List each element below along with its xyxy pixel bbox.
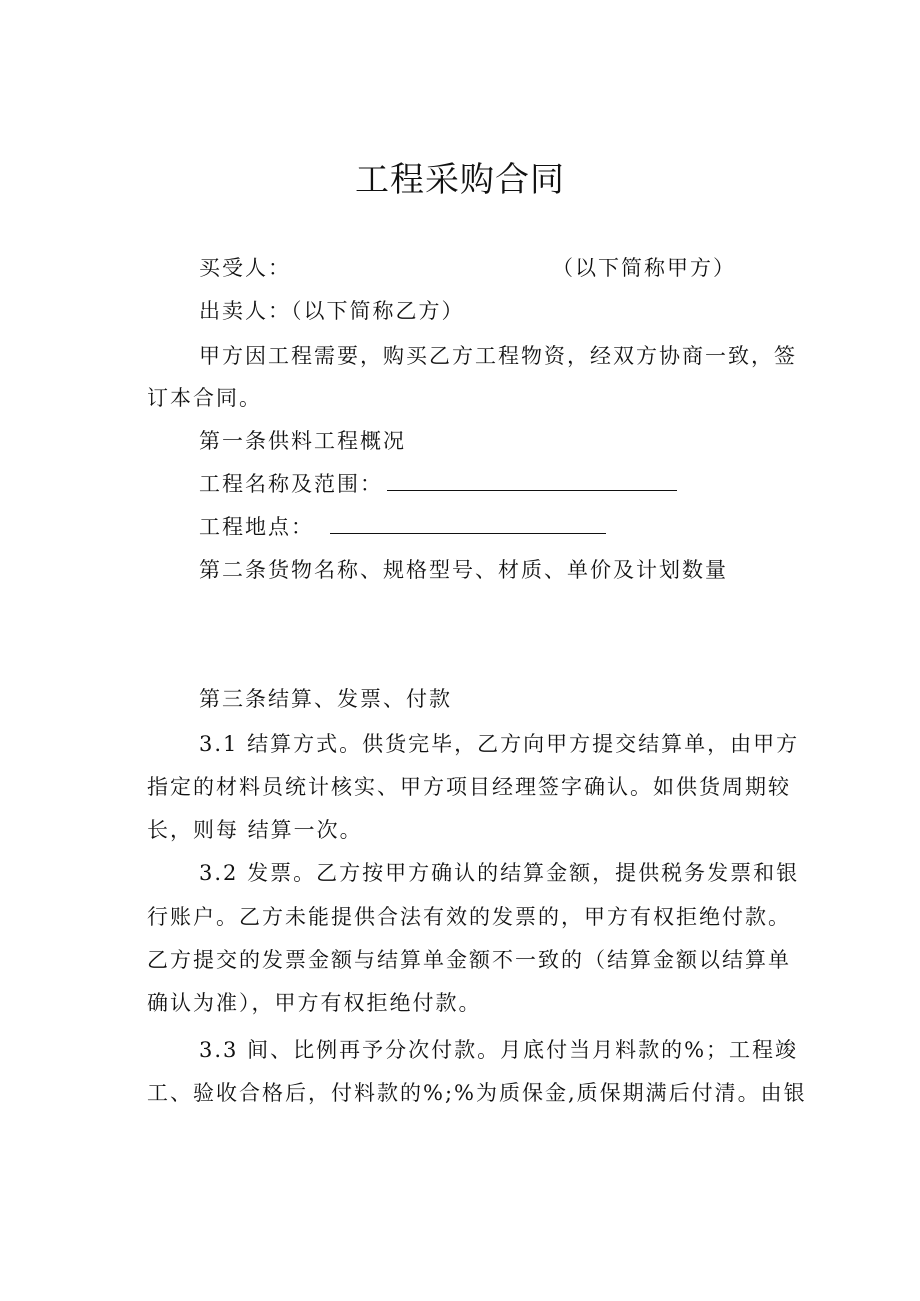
section-3-3-line-1: 3.3 间、比例再予分次付款。月底付当月料款的%；工程竣 bbox=[199, 1038, 799, 1062]
section-3-2-line-4: 确认为准），甲方有权拒绝付款。 bbox=[147, 991, 482, 1015]
section-3-1-line-1: 3.1 结算方式。供货完毕，乙方向甲方提交结算单，由甲方 bbox=[199, 732, 800, 756]
section-3-2-line-3: 乙方提交的发票金额与结算单金额不一致的（结算金额以结算单 bbox=[147, 948, 791, 972]
buyer-line bbox=[199, 253, 291, 283]
section-3-2-line-1: 3.2 发票。乙方按甲方确认的结算金额，提供税务发票和银 bbox=[199, 861, 800, 885]
project-name-label: 工程名称及范围： bbox=[199, 472, 383, 496]
article-3-heading: 第三条结算、发票、付款 bbox=[199, 687, 452, 711]
project-location-label: 工程地点： bbox=[199, 515, 314, 539]
project-name-blank bbox=[387, 472, 677, 491]
seller-line: 出卖人：（以下简称乙方） bbox=[199, 299, 465, 323]
section-3-1-line-3: 长，则每 结算一次。 bbox=[147, 818, 363, 842]
intro-line-2: 订本合同。 bbox=[147, 386, 262, 410]
project-location-blank bbox=[330, 515, 606, 534]
article-1-heading: 第一条供料工程概况 bbox=[199, 429, 406, 453]
project-name-line bbox=[199, 469, 677, 499]
project-location-line bbox=[199, 512, 606, 542]
buyer-label: 买受人： bbox=[199, 256, 291, 280]
section-3-1-line-2: 指定的材料员统计核实、甲方项目经理签字确认。如供货周期较 bbox=[147, 775, 791, 799]
intro-line-1: 甲方因工程需要，购买乙方工程物资，经双方协商一致，签 bbox=[199, 344, 797, 368]
section-3-3-line-2: 工、验收合格后，付料款的%;%为质保金,质保期满后付清。由银 bbox=[147, 1081, 807, 1105]
article-2-heading: 第二条货物名称、规格型号、材质、单价及计划数量 bbox=[199, 558, 728, 582]
document-title: 工程采购合同 bbox=[355, 160, 565, 200]
buyer-suffix: （以下简称甲方） bbox=[552, 256, 736, 280]
section-3-2-line-2: 行账户。乙方未能提供合法有效的发票的，甲方有权拒绝付款。 bbox=[147, 905, 791, 929]
